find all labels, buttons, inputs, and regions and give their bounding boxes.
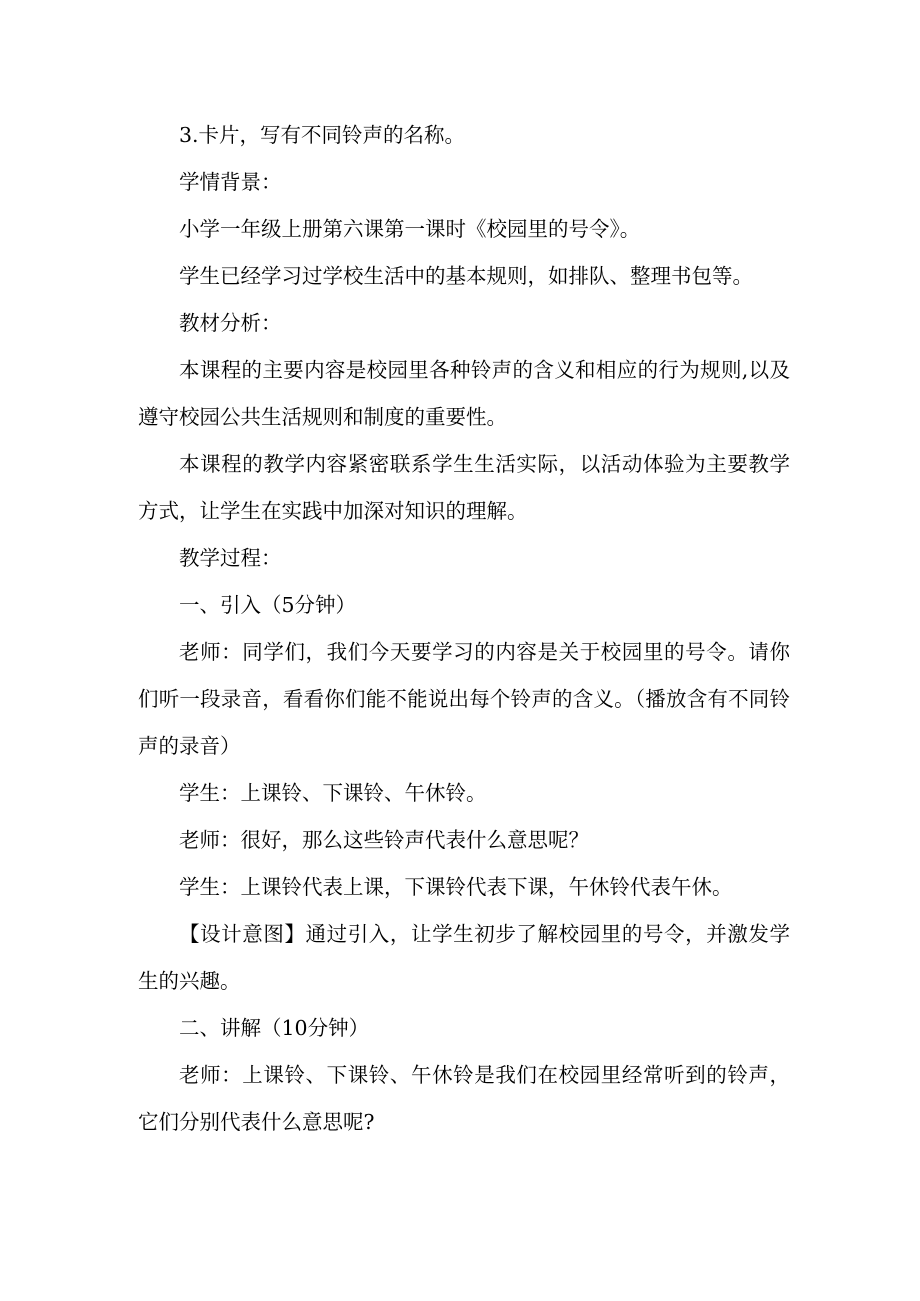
paragraph-design-intent: 【设计意图】通过引入，让学生初步了解校园里的号令，并激发学生的兴趣。 bbox=[138, 922, 790, 993]
section-introduction: 一、引入（5分钟） bbox=[179, 593, 357, 617]
heading-student-background: 学情背景： bbox=[179, 170, 282, 194]
paragraph-materials-cards: 3.卡片，写有不同铃声的名称。 bbox=[179, 123, 466, 147]
paragraph-teacher-intro: 老师：同学们，我们今天要学习的内容是关于校园里的号令。请你们听一段录音，看看你们能不能说出每个铃声的含义。（播放含有不同铃声的录音） bbox=[138, 640, 790, 758]
paragraph-teacher-question: 老师：很好，那么这些铃声代表什么意思呢？ bbox=[179, 828, 589, 852]
paragraph-main-content: 本课程的主要内容是校园里各种铃声的含义和相应的行为规则,以及遵守校园公共生活规则和制度的重要性。 bbox=[138, 358, 790, 429]
paragraph-teacher-explanation: 老师：上课铃、下课铃、午休铃是我们在校园里经常听到的铃声，它们分别代表什么意思呢? bbox=[138, 1063, 790, 1134]
section-explanation: 二、讲解（10分钟） bbox=[179, 1016, 370, 1040]
heading-textbook-analysis: 教材分析： bbox=[179, 311, 282, 335]
paragraph-prior-knowledge: 学生已经学习过学校生活中的基本规则，如排队、整理书包等。 bbox=[179, 264, 753, 288]
paragraph-student-answer-1: 学生：上课铃、下课铃、午休铃。 bbox=[179, 781, 487, 805]
paragraph-lesson-info: 小学一年级上册第六课第一课时《校园里的号令》。 bbox=[179, 217, 641, 241]
paragraph-teaching-approach: 本课程的教学内容紧密联系学生生活实际，以活动体验为主要教学方式，让学生在实践中加深对知识的理解。 bbox=[138, 452, 790, 523]
paragraph-student-answer-2: 学生：上课铃代表上课，下课铃代表下课，午休铃代表午休。 bbox=[179, 875, 733, 899]
heading-teaching-process: 教学过程： bbox=[179, 546, 282, 570]
document-body bbox=[138, 112, 790, 1146]
